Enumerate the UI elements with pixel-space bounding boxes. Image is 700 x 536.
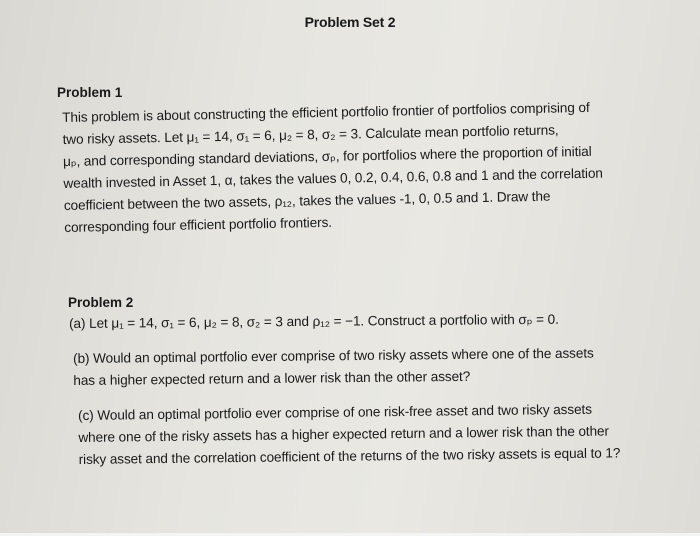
text-line: (c) Would an optimal portfolio ever comprise of one risk-free asset and two risky assets [78, 401, 592, 423]
problem-2-part-a [69, 309, 559, 335]
text-line: has a higher expected return and a lower risk than the other asset? [73, 368, 471, 388]
text-line: two risky assets. Let μ₁ = 14, σ₁ = 6, μ₂ = 8, σ₂ = 3. Calculate mean portfolio returns, [62, 122, 559, 147]
text-line: corresponding four efficient portfolio frontiers. [64, 214, 333, 235]
text-line: This problem is about constructing the efficient portfolio frontier of portfolios comprising of [62, 99, 590, 125]
problem-2-heading: Problem 2 [68, 295, 134, 310]
text-line: risky asset and the correlation coefficient of the returns of the two risky assets is equal to 1? [78, 445, 621, 467]
text-line: (b) Would an optimal portfolio ever comprise of two risky assets where one of the assets [73, 345, 594, 366]
text-line: where one of the risky assets has a higher expected return and a lower risk than the other [78, 423, 609, 445]
text-line: wealth invested in Asset 1, α, takes the values 0, 0.2, 0.4, 0.6, 0.8 and 1 and the correlation [63, 165, 603, 191]
text-line: (a) Let μ₁ = 14, σ₁ = 6, μ₂ = 8, σ₂ = 3 and ρ₁₂ = −1. Construct a portfolio with σₚ = 0. [69, 311, 559, 331]
problem-1-text [62, 97, 604, 239]
page-title: Problem Set 2 [304, 14, 396, 30]
problem-2-part-b [73, 343, 594, 392]
problem-2-part-c [78, 398, 620, 471]
text-line: μₚ, and corresponding standard deviations, σₚ, for portfolios where the proportion of initial [62, 143, 592, 169]
text-line: coefficient between the two assets, ρ₁₂, takes the values -1, 0, 0.5 and 1. Draw the [63, 188, 551, 213]
problem-1-heading: Problem 1 [57, 85, 123, 100]
